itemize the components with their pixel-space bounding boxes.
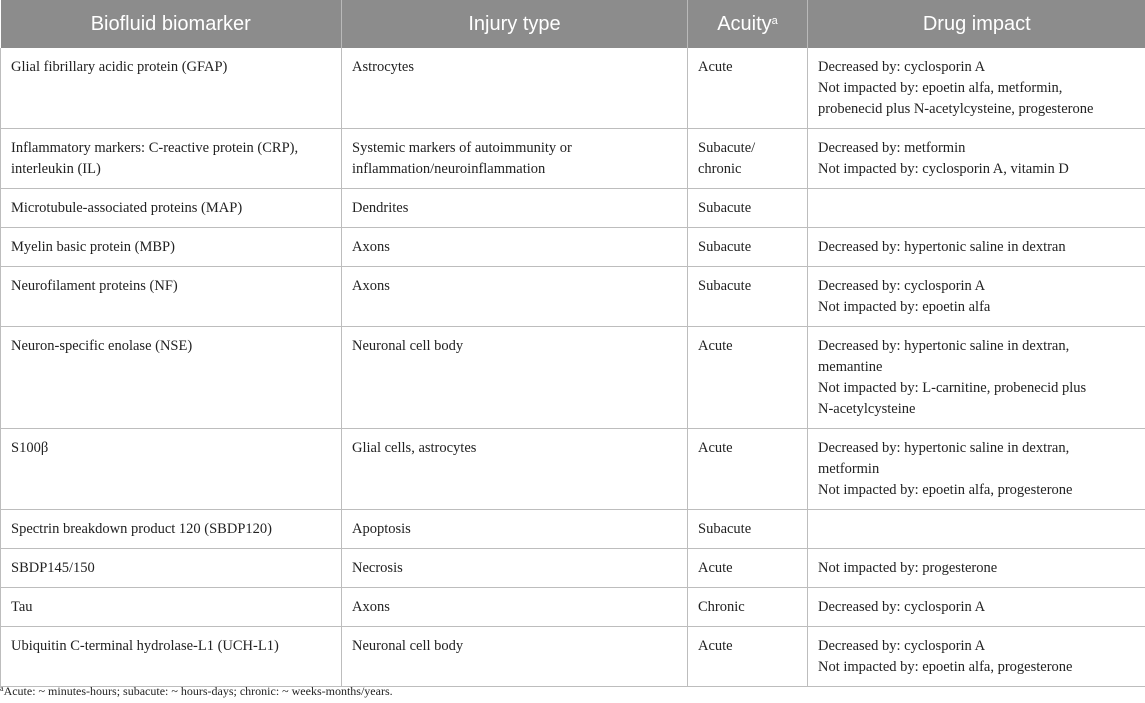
cell-line: Axons <box>352 278 390 294</box>
cell-line: Neuronal cell body <box>352 638 464 654</box>
cell-line: probenecid plus N-acetylcysteine, progesterone <box>818 101 1094 117</box>
cell-drug-impact <box>808 129 1145 189</box>
header-biomarker: Biofluid biomarker <box>1 0 342 48</box>
table-row <box>1 510 1145 549</box>
cell-biomarker <box>1 627 342 687</box>
cell-biomarker <box>1 588 342 627</box>
cell-line: chronic <box>698 161 742 177</box>
cell-line: Acute <box>698 560 733 576</box>
cell-acuity <box>688 549 808 588</box>
cell-biomarker <box>1 228 342 267</box>
cell-line: Subacute <box>698 239 752 255</box>
cell-line: Subacute <box>698 200 752 216</box>
cell-line: Not impacted by: epoetin alfa, metformin, <box>818 80 1063 96</box>
cell-line: Myelin basic protein (MBP) <box>11 239 175 255</box>
cell-injury-type <box>342 510 688 549</box>
cell-line: Decreased by: cyclosporin A <box>818 278 986 294</box>
table-footnote <box>0 684 393 699</box>
table-row <box>1 327 1145 429</box>
cell-injury-type <box>342 267 688 327</box>
cell-injury-type <box>342 549 688 588</box>
cell-line: memantine <box>818 359 883 375</box>
cell-line: Acute <box>698 59 733 75</box>
cell-line: Microtubule-associated proteins (MAP) <box>11 200 243 216</box>
cell-line: Decreased by: cyclosporin A <box>818 599 986 615</box>
cell-biomarker <box>1 129 342 189</box>
cell-line: Not impacted by: epoetin alfa <box>818 299 991 315</box>
cell-acuity <box>688 189 808 228</box>
cell-line: Acute <box>698 338 733 354</box>
table-row <box>1 129 1145 189</box>
header-row <box>1 0 1145 48</box>
cell-line: Decreased by: hypertonic saline in dextran, <box>818 440 1070 456</box>
table-row <box>1 189 1145 228</box>
table-header <box>1 0 1145 48</box>
cell-line: Neuron-specific enolase (NSE) <box>11 338 193 354</box>
cell-drug-impact <box>808 429 1145 510</box>
cell-line: metformin <box>818 461 880 477</box>
cell-line: Neurofilament proteins (NF) <box>11 278 178 294</box>
cell-line: inflammation/neuroinflammation <box>352 161 546 177</box>
cell-drug-impact <box>808 510 1145 549</box>
cell-acuity <box>688 510 808 549</box>
cell-biomarker <box>1 549 342 588</box>
table-row <box>1 267 1145 327</box>
cell-line: SBDP145/150 <box>11 560 95 576</box>
cell-line: Not impacted by: L-carnitine, probenecid plus <box>818 380 1087 396</box>
cell-injury-type <box>342 627 688 687</box>
cell-acuity <box>688 48 808 129</box>
footnote-text: Acute: ~ minutes-hours; subacute: ~ hours-days; chronic: ~ weeks-months/years. <box>3 684 393 698</box>
cell-acuity <box>688 429 808 510</box>
cell-biomarker <box>1 510 342 549</box>
cell-line: Acute <box>698 638 733 654</box>
table-row <box>1 627 1145 687</box>
cell-line: Acute <box>698 440 733 456</box>
cell-drug-impact <box>808 267 1145 327</box>
cell-acuity <box>688 327 808 429</box>
table-row <box>1 429 1145 510</box>
cell-injury-type <box>342 327 688 429</box>
cell-line: Necrosis <box>352 560 403 576</box>
acuity-footnote-marker: a <box>771 14 778 27</box>
header-acuity: Acuity$^a$ <box>688 0 808 48</box>
cell-line: S100β <box>11 440 49 456</box>
cell-acuity <box>688 588 808 627</box>
cell-injury-type <box>342 429 688 510</box>
table-body <box>1 48 1145 687</box>
header-drug-impact: Drug impact <box>808 0 1145 48</box>
header-injury-type: Injury type <box>342 0 688 48</box>
cell-drug-impact <box>808 228 1145 267</box>
cell-line: Not impacted by: progesterone <box>818 560 998 576</box>
cell-injury-type <box>342 189 688 228</box>
cell-injury-type <box>342 48 688 129</box>
cell-line: Astrocytes <box>352 59 415 75</box>
cell-line: Not impacted by: cyclosporin A, vitamin D <box>818 161 1069 177</box>
cell-line: N-acetylcysteine <box>818 401 916 417</box>
footnote-marker: a <box>0 684 4 693</box>
cell-acuity <box>688 228 808 267</box>
cell-injury-type <box>342 129 688 189</box>
cell-line: Decreased by: metformin <box>818 140 966 156</box>
cell-line: Ubiquitin C-terminal hydrolase-L1 (UCH-L1) <box>11 638 279 654</box>
cell-acuity <box>688 627 808 687</box>
cell-biomarker <box>1 48 342 129</box>
cell-line: Decreased by: hypertonic saline in dextran <box>818 239 1066 255</box>
cell-line: Glial cells, astrocytes <box>352 440 477 456</box>
cell-line: Dendrites <box>352 200 409 216</box>
cell-drug-impact <box>808 549 1145 588</box>
cell-line: Subacute <box>698 278 752 294</box>
cell-line: Subacute <box>698 521 752 537</box>
cell-line: Axons <box>352 239 390 255</box>
cell-line: Tau <box>11 599 33 615</box>
cell-biomarker <box>1 189 342 228</box>
cell-acuity <box>688 129 808 189</box>
cell-drug-impact <box>808 627 1145 687</box>
cell-line: Not impacted by: epoetin alfa, progesterone <box>818 482 1073 498</box>
cell-line: Decreased by: cyclosporin A <box>818 59 986 75</box>
cell-biomarker <box>1 267 342 327</box>
table-row <box>1 549 1145 588</box>
cell-acuity <box>688 267 808 327</box>
cell-injury-type <box>342 588 688 627</box>
cell-line: Chronic <box>698 599 745 615</box>
cell-line: Glial fibrillary acidic protein (GFAP) <box>11 59 228 75</box>
cell-drug-impact <box>808 327 1145 429</box>
cell-biomarker <box>1 429 342 510</box>
table-row <box>1 48 1145 129</box>
table-row <box>1 588 1145 627</box>
cell-line: Systemic markers of autoimmunity or <box>352 140 572 156</box>
table-row <box>1 228 1145 267</box>
cell-line: Neuronal cell body <box>352 338 464 354</box>
cell-line: Spectrin breakdown product 120 (SBDP120) <box>11 521 272 537</box>
cell-line: Apoptosis <box>352 521 411 537</box>
cell-line: Axons <box>352 599 390 615</box>
cell-drug-impact <box>808 48 1145 129</box>
cell-biomarker <box>1 327 342 429</box>
cell-line: Inflammatory markers: C-reactive protein (CRP), <box>11 140 299 156</box>
cell-line: Not impacted by: epoetin alfa, progesterone <box>818 659 1073 675</box>
cell-drug-impact <box>808 588 1145 627</box>
cell-drug-impact <box>808 189 1145 228</box>
cell-line: Decreased by: cyclosporin A <box>818 638 986 654</box>
cell-line: interleukin (IL) <box>11 161 101 177</box>
cell-line: Subacute/ <box>698 140 756 156</box>
cell-line: Decreased by: hypertonic saline in dextran, <box>818 338 1070 354</box>
cell-injury-type <box>342 228 688 267</box>
